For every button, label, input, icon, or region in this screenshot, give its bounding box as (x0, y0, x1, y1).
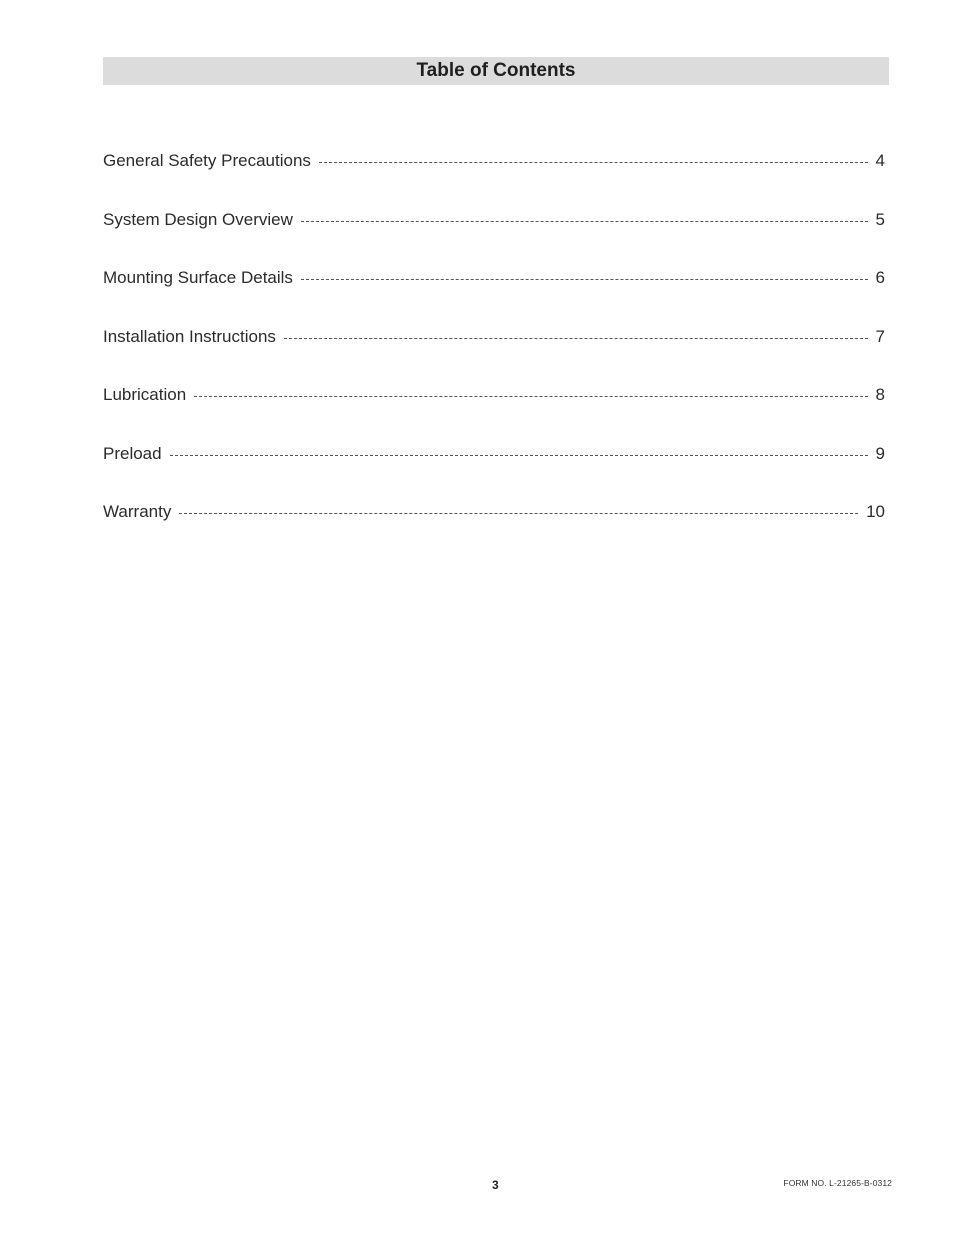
toc-entry-page: 8 (875, 385, 885, 404)
toc-entry[interactable] (103, 209, 885, 268)
toc-dot-leader (194, 384, 867, 406)
toc-entry-label: Mounting Surface Details (103, 268, 293, 287)
toc-dot-leader (301, 209, 868, 231)
toc-entry-page: 9 (875, 443, 885, 463)
toc-entry-label: System Design Overview (103, 209, 293, 229)
toc-header-band (103, 57, 889, 85)
toc-entry[interactable] (103, 443, 885, 502)
toc-dot-leader (179, 501, 858, 523)
toc-entry[interactable] (103, 150, 885, 209)
toc-entry-page: 4 (875, 151, 885, 170)
toc-dot-leader (170, 443, 868, 465)
toc-entry-page: 6 (875, 268, 885, 287)
toc-dot-leader (319, 150, 868, 172)
toc-entry-label: Lubrication (103, 385, 187, 404)
footer-page-number: 3 (492, 1178, 499, 1192)
toc-entry-page: 10 (866, 502, 885, 521)
toc-entry-page: 7 (875, 326, 885, 346)
page-title: Table of Contents (416, 59, 576, 81)
toc-entry[interactable] (103, 501, 885, 560)
toc-entry-label: Warranty (103, 502, 172, 521)
toc-dot-leader (284, 326, 868, 348)
toc-entry[interactable] (103, 384, 885, 443)
toc-entry-page: 5 (875, 209, 885, 229)
toc-entry-label: Installation Instructions (103, 326, 276, 346)
toc-entry[interactable] (103, 267, 885, 326)
toc-entry[interactable] (103, 326, 885, 385)
toc-entry-label: General Safety Precautions (103, 151, 311, 170)
toc-entry-label: Preload (103, 443, 162, 463)
toc-dot-leader (301, 267, 868, 289)
toc-list (103, 150, 885, 560)
footer-form-number: FORM NO. L-21265-B-0312 (783, 1178, 892, 1188)
